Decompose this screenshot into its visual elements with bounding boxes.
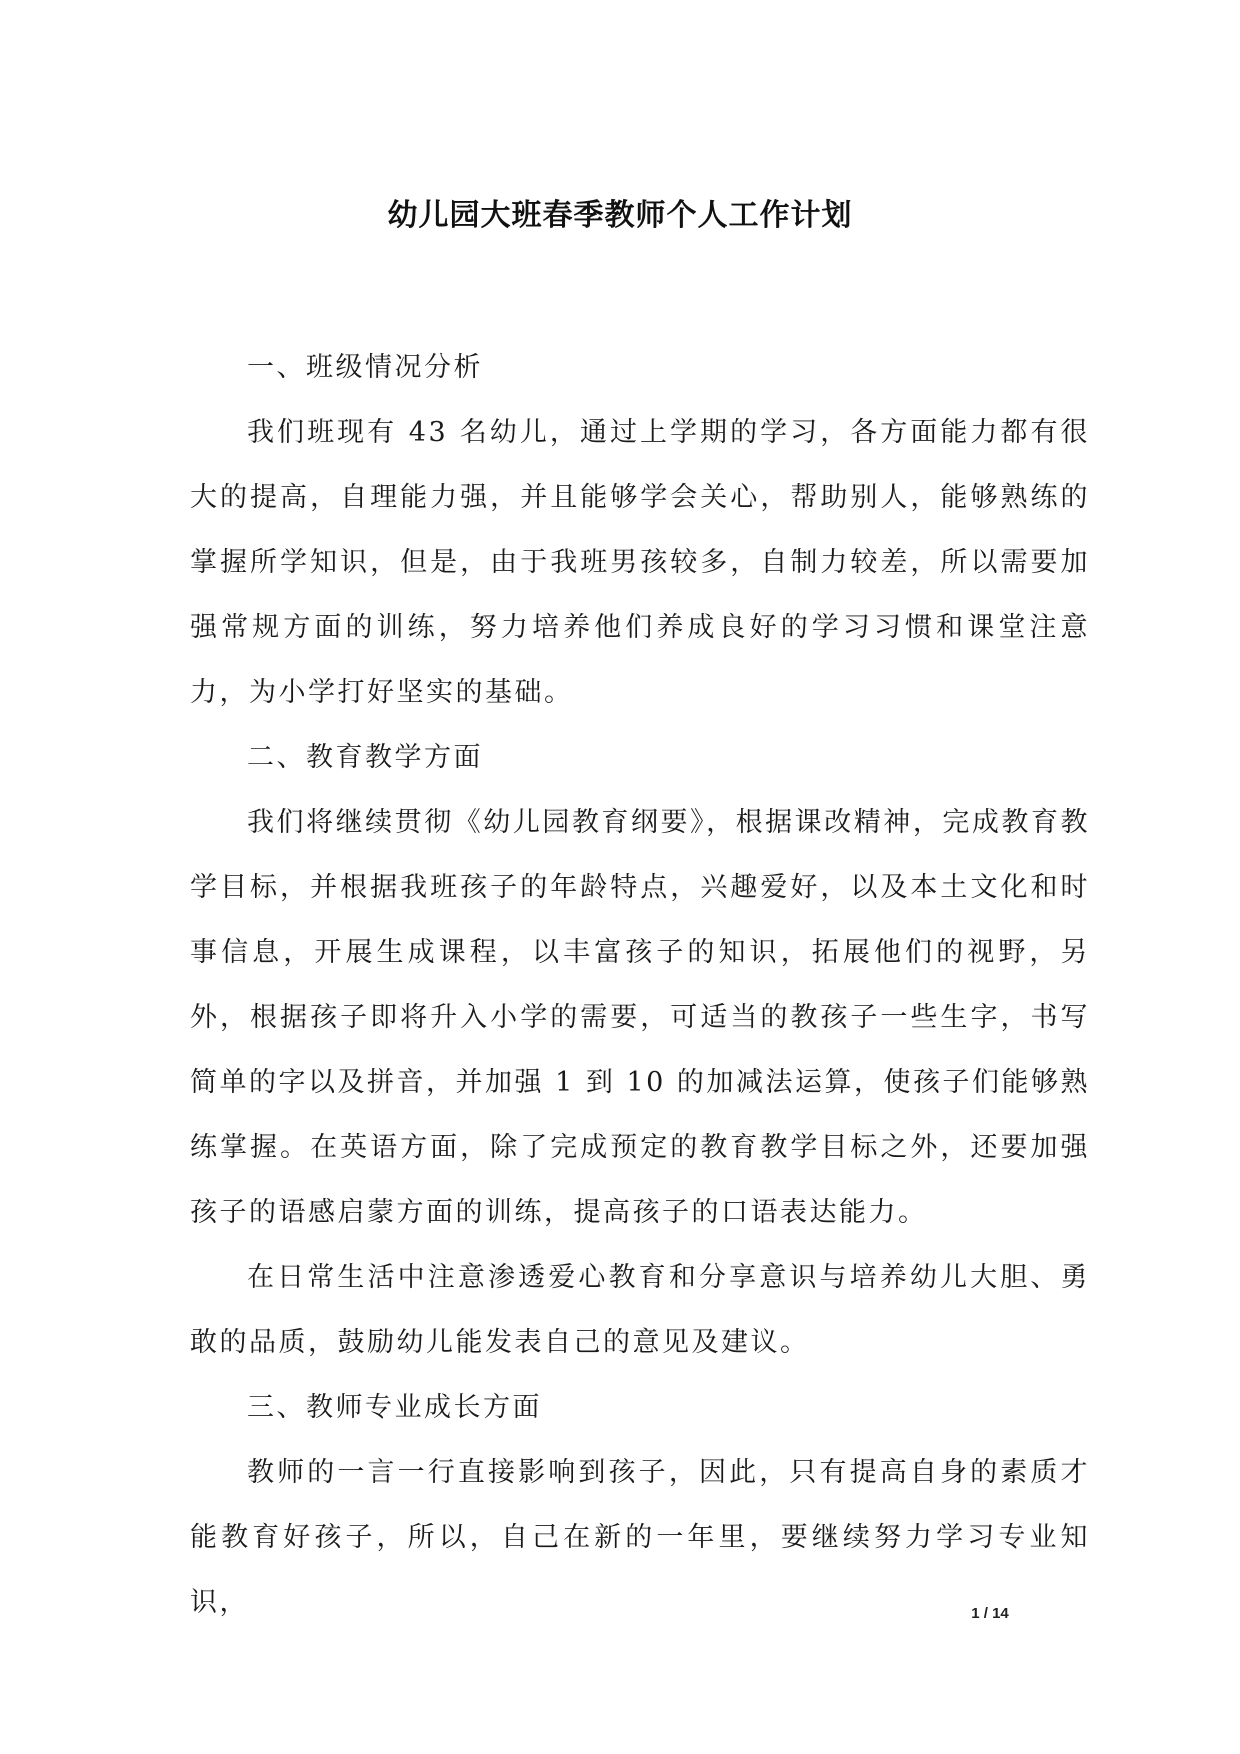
document-title: 幼儿园大班春季教师个人工作计划 <box>387 198 853 233</box>
section-heading: 二、教育教学方面 <box>247 742 483 773</box>
section-heading: 三、教师专业成长方面 <box>247 1392 542 1423</box>
paragraph: 教师的一言一行直接影响到孩子，因此，只有提高自身的素质才能教育好孩子，所以，自己在新的一年里，要继续努力学习专业知识， <box>190 1457 1090 1618</box>
page-number: 1 / 14 <box>971 1605 1009 1622</box>
paragraph: 在日常生活中注意渗透爱心教育和分享意识与培养幼儿大胆、勇敢的品质，鼓励幼儿能发表自己的意见及建议。 <box>190 1262 1090 1358</box>
paragraph: 我们将继续贯彻《幼儿园教育纲要》，根据课改精神，完成教育教学目标，并根据我班孩子的年龄特点，兴趣爱好，以及本土文化和时事信息，开展生成课程，以丰富孩子的知识，拓展他们的视野，另外，根据孩子即将升入小学的需要，可适当的教孩子一些生字，书写简单的字以及拼音，并加强 1 到 10 的加减法运算，使孩子们能够熟练掌握。在英语方面，除了完成预定的教育教学目标之外，还要加强孩子的语感启蒙方面的训练，提高孩子的口语表达能力。 <box>190 807 1090 1228</box>
section-heading: 一、班级情况分析 <box>247 352 483 383</box>
document-body <box>190 335 1090 1635</box>
paragraph: 我们班现有 43 名幼儿，通过上学期的学习，各方面能力都有很大的提高，自理能力强，并且能够学会关心，帮助别人，能够熟练的掌握所学知识，但是，由于我班男孩较多，自制力较差，所以需要加强常规方面的训练，努力培养他们养成良好的学习习惯和课堂注意力，为小学打好坚实的基础。 <box>190 417 1090 708</box>
